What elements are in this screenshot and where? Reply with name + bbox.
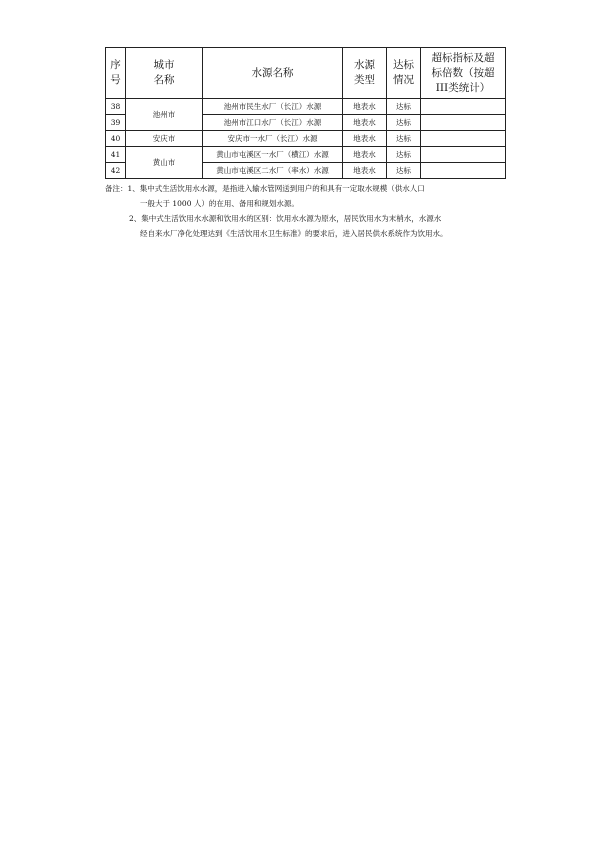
- cell-exceed: [421, 147, 506, 163]
- cell-source-name: 池州市民生水厂（长江）水源: [203, 99, 343, 115]
- remark-2-line-2: 经自来水厂净化处理达到《生活饮用水卫生标准》的要求后，进入居民供水系统作为饮用水。: [140, 229, 448, 238]
- header-seq: 序号: [106, 48, 126, 99]
- cell-city: 黄山市: [126, 147, 203, 179]
- cell-source-type: 地表水: [343, 131, 387, 147]
- cell-status: 达标: [387, 163, 421, 179]
- cell-exceed: [421, 115, 506, 131]
- cell-exceed: [421, 99, 506, 115]
- cell-seq: 41: [106, 147, 126, 163]
- table-row: [106, 99, 506, 115]
- cell-source-type: 地表水: [343, 163, 387, 179]
- cell-status: 达标: [387, 147, 421, 163]
- cell-seq: 42: [106, 163, 126, 179]
- cell-seq: 38: [106, 99, 126, 115]
- cell-exceed: [421, 131, 506, 147]
- header-source-type: 水源类型: [343, 48, 387, 99]
- table-row: [106, 131, 506, 147]
- cell-status: 达标: [387, 131, 421, 147]
- table-row: [106, 147, 506, 163]
- header-exceed: 超标指标及超标倍数（按超III类统计）: [421, 48, 506, 99]
- remarks-section: [105, 181, 525, 241]
- header-status: 达标情况: [387, 48, 421, 99]
- cell-exceed: [421, 163, 506, 179]
- cell-source-name: 池州市江口水厂（长江）水源: [203, 115, 343, 131]
- cell-source-name: 安庆市一水厂（长江）水源: [203, 131, 343, 147]
- cell-source-name: 黄山市屯溪区二水厂（率水）水源: [203, 163, 343, 179]
- cell-status: 达标: [387, 99, 421, 115]
- header-city: 城市名称: [126, 48, 203, 99]
- cell-source-type: 地表水: [343, 115, 387, 131]
- cell-city: 池州市: [126, 99, 203, 131]
- cell-source-type: 地表水: [343, 147, 387, 163]
- cell-source-name: 黄山市屯溪区一水厂（横江）水源: [203, 147, 343, 163]
- cell-city: 安庆市: [126, 131, 203, 147]
- remark-2-line-1: 2、集中式生活饮用水水源和饮用水的区别：饮用水水源为原水，居民饮用水为末梢水，水源水: [129, 214, 442, 223]
- cell-seq: 39: [106, 115, 126, 131]
- header-source-name: 水源名称: [203, 48, 343, 99]
- remark-1-line-1: 备注：1、集中式生活饮用水水源，是指进入输水管网送到用户的和具有一定取水规模（供水人口: [105, 184, 425, 193]
- remark-1-line-2: 一般大于 1000 人）的在用、备用和规划水源。: [140, 199, 299, 208]
- water-quality-table: [105, 47, 506, 179]
- cell-seq: 40: [106, 131, 126, 147]
- cell-status: 达标: [387, 115, 421, 131]
- cell-source-type: 地表水: [343, 99, 387, 115]
- table-header-row: [106, 48, 506, 99]
